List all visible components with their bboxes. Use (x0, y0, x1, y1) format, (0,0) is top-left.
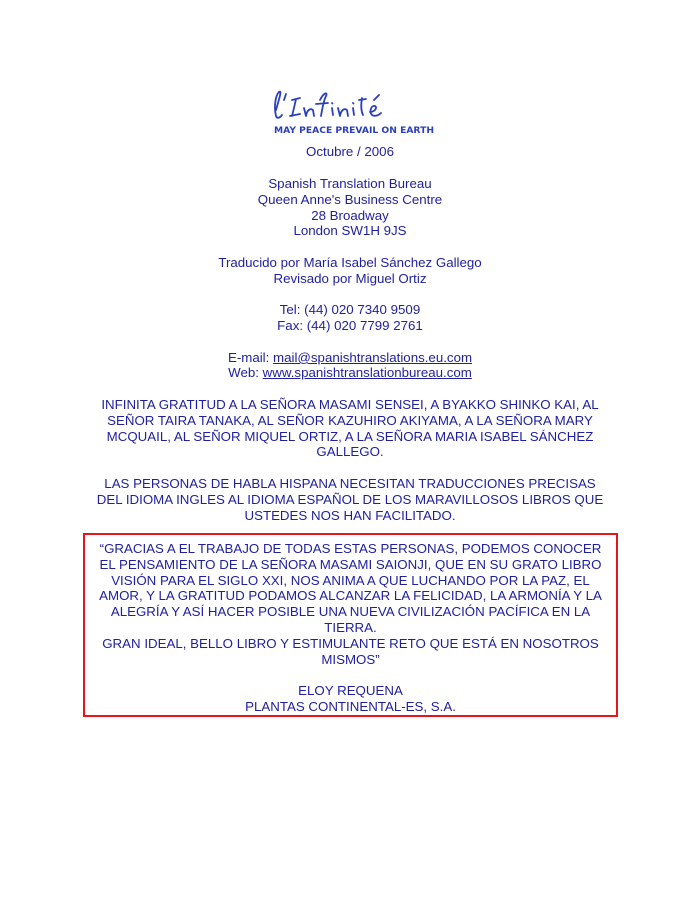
email-line (0, 350, 700, 366)
email-label: E-mail: (227, 350, 274, 365)
testimonial-text-continued: GRAN IDEAL, BELLO LIBRO Y ESTIMULANTE RETO QUE ESTÁ EN NOSOTROS MISMOS” (102, 635, 599, 667)
bureau-name: Spanish Translation Bureau (268, 176, 432, 191)
testimonial-company: PLANTAS CONTINENTAL-ES, S.A. (245, 699, 456, 715)
web-line (0, 365, 700, 381)
testimonial-author: ELOY REQUENA (298, 683, 403, 699)
telephone: Tel: (44) 020 7340 9509 (279, 302, 421, 317)
bureau-street: 28 Broadway (311, 208, 389, 223)
bureau-city: London SW1H 9JS (293, 223, 407, 238)
document-date: Octubre / 2006 (306, 144, 394, 159)
web-label: Web: (228, 365, 263, 380)
translator-credit: Traducido por María Isabel Sánchez Gallego (218, 255, 482, 270)
testimonial-box (83, 533, 618, 717)
email-link[interactable]: mail@spanishtranslations.eu.com (273, 350, 473, 365)
gratitude-paragraph: INFINITA GRATITUD A LA SEÑORA MASAMI SENSEI, A BYAKKO SHINKO KAI, AL SEÑOR TAIRA TANAKA, AL SEÑOR KAZUHIRO AKIYAMA, A LA SEÑORA MARY MCQUAIL, AL SEÑOR MIQUEL ORTIZ, A LA SEÑORA MARIA ISABEL SÁNCHEZ GALLEGO. (101, 397, 599, 460)
hispanic-note-paragraph: LAS PERSONAS DE HABLA HISPANA NECESITAN TRADUCCIONES PRECISAS DEL IDIOMA INGLES AL IDIOMA ESPAÑOL DE LOS MARAVILLOSOS LIBROS QUE USTEDES NOS HAN FACILITADO. (96, 476, 604, 523)
logo-tagline (274, 126, 434, 136)
svg-text:MAY PEACE PREVAIL ON EARTH: MAY PEACE PREVAIL ON EARTH (274, 126, 434, 136)
bureau-building: Queen Anne's Business Centre (257, 192, 443, 207)
reviewer-credit: Revisado por Miguel Ortiz (273, 271, 427, 286)
testimonial-text: “GRACIAS A EL TRABAJO DE TODAS ESTAS PERSONAS, PODEMOS CONOCER EL PENSAMIENTO DE LA SEÑORA MASAMI SAIONJI, QUE EN SU GRATO LIBRO VISIÓN PARA EL SIGLO XXI, NOS ANIMA A QUE LUCHANDO POR LA PAZ, EL AMOR, Y LA GRATITUD PODAMOS ALCANZAR LA FELICIDAD, LA ARMONÍA Y LA ALEGRÍA Y ASÍ HACER POSIBLE UNA NUEVA CIVILIZACIÓN PACÍFICA EN LA TIERRA. (99, 541, 602, 635)
web-link[interactable]: www.spanishtranslationbureau.com (262, 365, 472, 380)
testimonial-content (97, 541, 604, 715)
fax: Fax: (44) 020 7799 2761 (277, 318, 423, 333)
linfinite-logo (262, 86, 442, 138)
